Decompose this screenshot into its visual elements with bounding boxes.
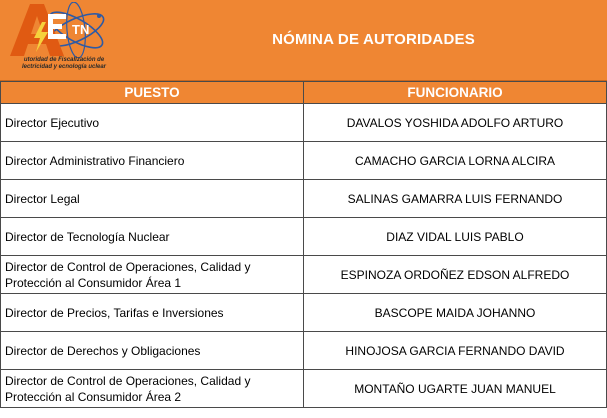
authorities-table <box>0 81 607 408</box>
table-row <box>1 180 607 218</box>
funcionario-cell: DAVALOS YOSHIDA ADOLFO ARTURO <box>304 104 607 142</box>
logo-mark: TN <box>72 22 90 37</box>
funcionario-cell: DIAZ VIDAL LUIS PABLO <box>304 218 607 256</box>
table-header-row <box>1 82 607 104</box>
page-title: NÓMINA DE AUTORIDADES <box>272 31 475 48</box>
aetn-logo <box>4 2 122 79</box>
funcionario-cell: MONTAÑO UGARTE JUAN MANUEL <box>304 370 607 408</box>
column-header-funcionario: FUNCIONARIO <box>304 82 607 104</box>
funcionario-cell: ESPINOZA ORDOÑEZ EDSON ALFREDO <box>304 256 607 294</box>
table-row <box>1 332 607 370</box>
table-row <box>1 370 607 408</box>
puesto-cell: Director de Control de Operaciones, Calidad y Protección al Consumidor Área 1 <box>1 256 304 294</box>
logo-caption <box>6 57 122 71</box>
logo-caption-line-1: utoridad de Fiscalización de <box>23 57 105 63</box>
logo-caption-line-2: lectricidad y ecnología uclear <box>21 64 107 70</box>
funcionario-cell: BASCOPE MAIDA JOHANNO <box>304 294 607 332</box>
puesto-cell: Director de Derechos y Obligaciones <box>1 332 304 370</box>
logo-graphic <box>4 2 122 58</box>
puesto-cell: Director Ejecutivo <box>1 104 304 142</box>
table-row <box>1 142 607 180</box>
puesto-cell: Director de Control de Operaciones, Calidad y Protección al Consumidor Área 2 <box>1 370 304 408</box>
puesto-cell: Director Legal <box>1 180 304 218</box>
funcionario-cell: CAMACHO GARCIA LORNA ALCIRA <box>304 142 607 180</box>
puesto-cell: Director de Tecnología Nuclear <box>1 218 304 256</box>
title-banner <box>0 0 607 81</box>
column-header-puesto: PUESTO <box>1 82 304 104</box>
puesto-cell: Director Administrativo Financiero <box>1 142 304 180</box>
table-row <box>1 104 607 142</box>
table-row <box>1 218 607 256</box>
puesto-cell: Director de Precios, Tarifas e Inversiones <box>1 294 304 332</box>
table-row <box>1 294 607 332</box>
table-row <box>1 256 607 294</box>
funcionario-cell: HINOJOSA GARCIA FERNANDO DAVID <box>304 332 607 370</box>
funcionario-cell: SALINAS GAMARRA LUIS FERNANDO <box>304 180 607 218</box>
